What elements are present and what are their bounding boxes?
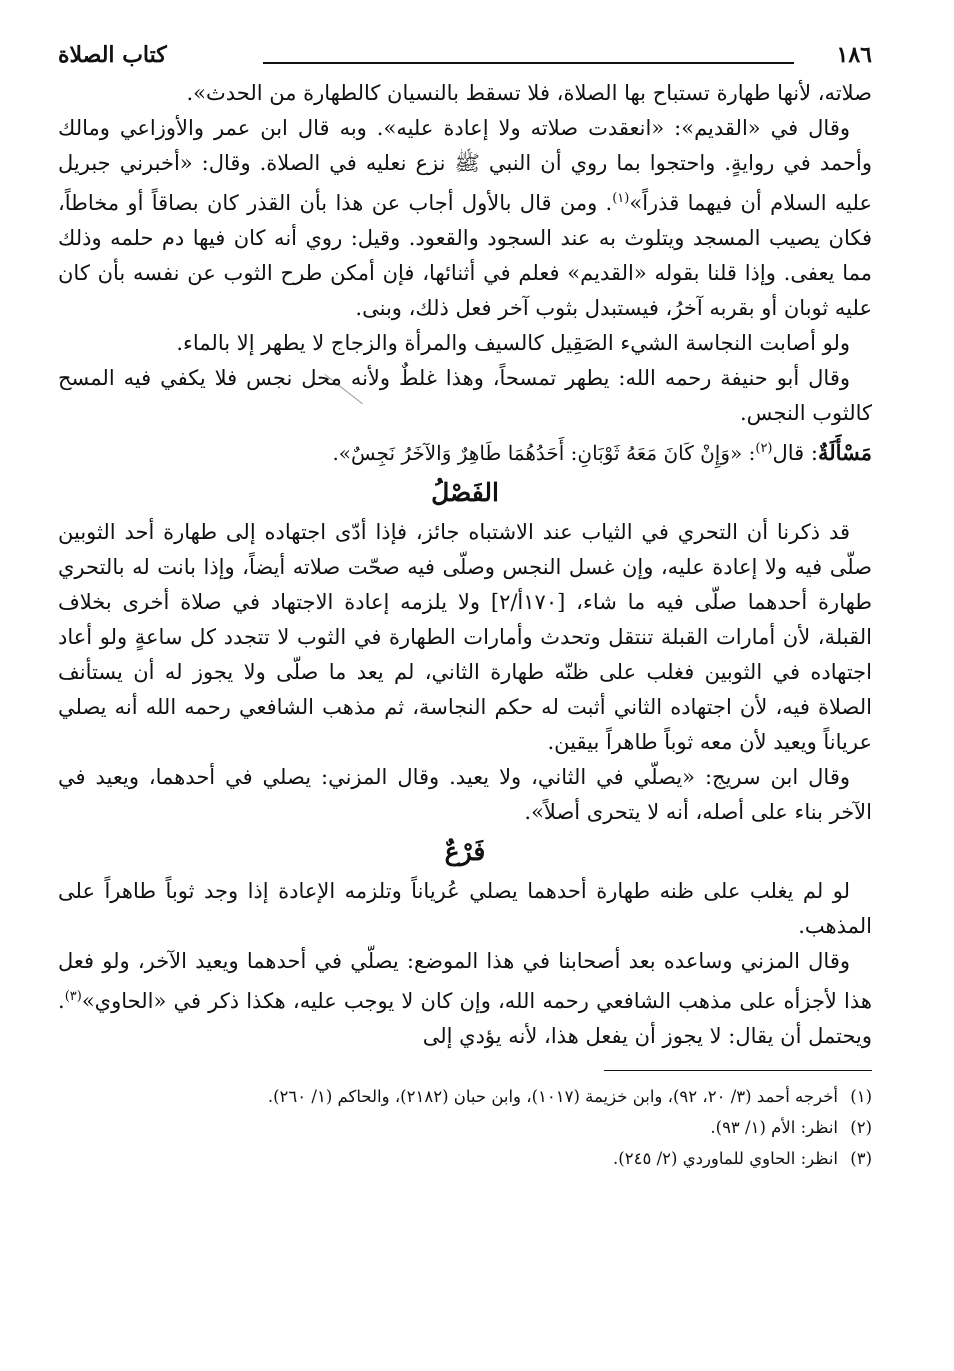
footnote bbox=[58, 1112, 872, 1143]
book-page bbox=[58, 40, 872, 1174]
paragraph: وقال أبو حنيفة رحمه الله: يطهر تمسحاً، وهذا غلطٌ ولأنه محل نجس فلا يكفي فيه المسح كالثوب النجس. bbox=[58, 366, 872, 425]
page-header bbox=[58, 40, 872, 76]
footnotes bbox=[58, 1081, 872, 1174]
paragraph: لو لم يغلب على ظنه طهارة أحدهما يصلي عُرياناً وتلزمه الإعادة إذا وجد ثوباً طاهراً على المذهب. bbox=[58, 879, 872, 938]
paragraph-text: وقال في «القديم»: «انعقدت صلاته ولا إعادة عليه». وبه قال ابن عمر والأوزاعي ومالك وأحمد في روايةٍ. واحتجوا بما روي أن النبي ﷺ نزع نعليه في الصلاة. وقال: «أخبرني جبريل عليه السلام أن فيهما قذراً» bbox=[58, 116, 872, 215]
paragraph-text: وقال المزني وساعده بعد أصحابنا في هذا الموضع: يصلّي في أحدهما ويعيد الآخر، ولو فعل هذا لأجزأه على مذهب الشافعي رحمه الله، وإن كان لا يوجب عليه، هكذا ذكر في «الحاوي» bbox=[58, 949, 872, 1013]
running-title: كتاب الصلاة bbox=[58, 42, 167, 68]
paragraph bbox=[58, 944, 872, 1054]
masala-line bbox=[58, 431, 872, 471]
footnote-ref: (٣) bbox=[64, 989, 82, 1004]
footnote-number: (٢) bbox=[850, 1118, 872, 1137]
page-number: ١٨٦ bbox=[836, 42, 872, 68]
footnote-number: (١) bbox=[850, 1087, 872, 1106]
main-text bbox=[58, 76, 872, 1054]
footnote-text: انظر: الأم (١/ ٩٣). bbox=[710, 1118, 838, 1137]
paragraph bbox=[58, 111, 872, 326]
paragraph: وقال ابن سريج: «يصلّي في الثاني، ولا يعيد. وقال المزني: يصلي في أحدهما، ويعيد في الآخر بناء على أصله، أنه لا يتحرى أصلاً». bbox=[58, 765, 872, 824]
section-heading-fasl: الفَصْلُ bbox=[431, 478, 499, 507]
section-heading-far: فَرْعٌ bbox=[444, 837, 486, 866]
masala-qal: : قال bbox=[772, 441, 818, 465]
footnote-number: (٣) bbox=[850, 1149, 872, 1168]
masala-quote: : «وَإِنْ كَانَ مَعَهُ ثَوْبَانِ: أَحَدُهُمَا طَاهِرٌ وَالآخَرُ نَجِسٌ». bbox=[332, 441, 756, 465]
header-rule bbox=[263, 62, 794, 64]
footnote bbox=[58, 1081, 872, 1112]
paragraph: قد ذكرنا أن التحري في الثياب عند الاشتباه جائز، فإذا أدّى اجتهاده إلى طهارة أحد الثوبين صلّى فيه ولا إعادة عليه، وإن غسل النجس وصلّى فيه صحّت صلاته أيضاً، وإذا بانت له بالتحري طهارة أحدهما صلّى فيه ما شاء، [١٧٠أ/٢] ولا يلزمه إعادة الاجتهاد في صلاة أخرى بخلاف القبلة، لأن أمارات القبلة تنتقل وتحدث وأمارات الطهارة في الثوب لا تتجدد كل ساعةٍ ولو أعاد اجتهاده في الثوبين فغلب على ظنّه طهارة الثاني، لم يعد ما صلّى ولا يجوز له أن يستأنف الصلاة فيه، لأن اجتهاده الثاني أثبت له حكم النجاسة، ثم مذهب الشافعي رحمه الله أنه يصلي عرياناً ويعيد لأن معه ثوباً طاهراً بيقين. bbox=[58, 520, 872, 754]
footnote bbox=[58, 1143, 872, 1174]
paragraph: صلاته، لأنها طهارة تستباح بها الصلاة، فلا تسقط بالنسيان كالطهارة من الحدث». bbox=[186, 81, 872, 105]
footnote-divider bbox=[604, 1070, 872, 1071]
footnote-ref: (٢) bbox=[755, 441, 773, 456]
footnote-text: أخرجه أحمد (٣/ ٢٠، ٩٢)، وابن خزيمة (١٠١٧)، وابن حبان (٢١٨٢)، والحاكم (١/ ٢٦٠). bbox=[267, 1087, 838, 1106]
footnote-ref: (١) bbox=[612, 191, 630, 206]
paragraph-text: . ومن قال بالأول أجاب عن هذا بأن القذر كان بصاقاً أو مخاطاً، فكان يصيب المسجد ويتلوث به عند السجود والقعود. وقيل: روي أنه كان فيها دم حلمه وذلك مما يعفى. وإذا قلنا بقوله «القديم» فعلم في أثنائها، فإن أمكن طرح الثوب عن نفسه بأن كان عليه ثوبان أو بقربه آخرُ، فيستبدل بثوب آخر فعل ذلك، وبنى. bbox=[58, 191, 872, 320]
masala-label: مَسْأَلَةٌ bbox=[817, 440, 872, 465]
footnote-text: انظر: الحاوي للماوردي (٢/ ٢٤٥). bbox=[613, 1149, 838, 1168]
paragraph: ولو أصابت النجاسة الشيء الصَقِيل كالسيف والمرأة والزجاج لا يطهر إلا بالماء. bbox=[176, 331, 850, 355]
paragraph-text: . ويحتمل أن يقال: لا يجوز أن يفعل هذا، لأنه يؤدي إلى bbox=[58, 989, 872, 1048]
